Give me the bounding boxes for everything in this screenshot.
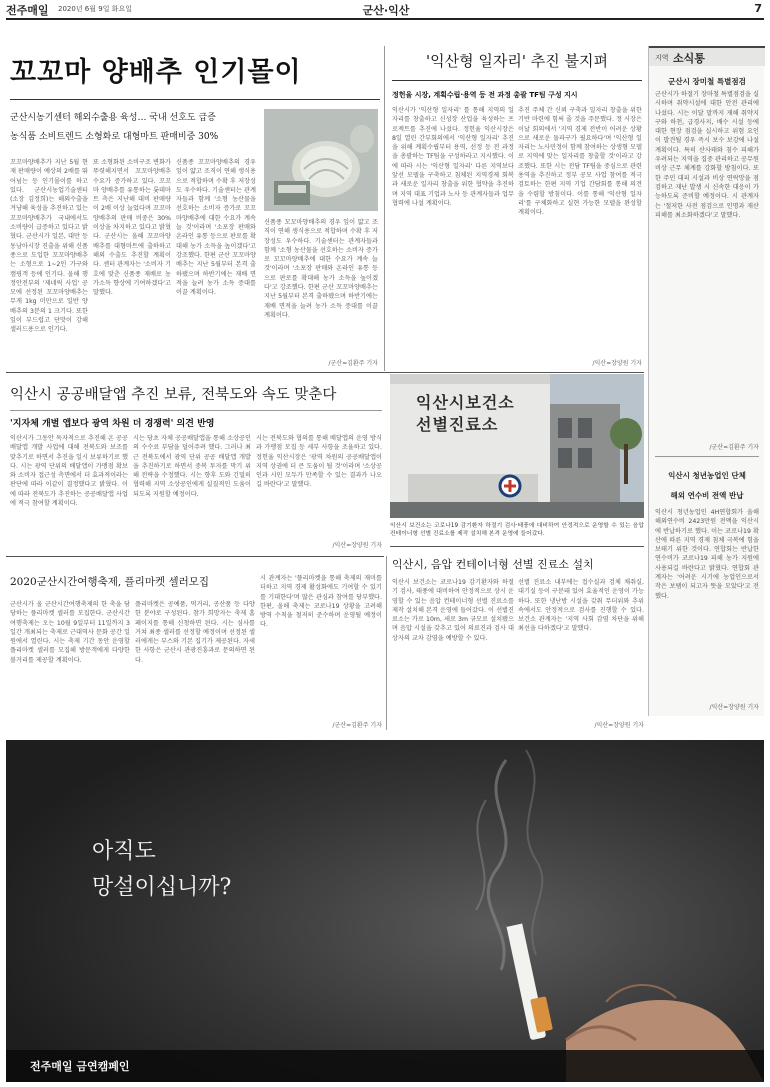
jobs-headline: '익산형 일자리' 추진 불지펴: [426, 52, 608, 70]
masthead: [6, 0, 764, 20]
festival-headline: 2020군산시간여행축제, 플리마켓 셀러모집: [10, 576, 210, 588]
cabbage-headline: 꼬꼬마 양배추 인기몰이: [10, 57, 302, 88]
cabbage-body-col3: 신품종 꼬꼬마양배추의 경우 잎이 얇고 조직이 연해 생식용으로 적합하며 수확 후 저장성도 우수하다. 기술센터는 관계자들과 함께 '소형 농산물을 선호하는 소비자 증가로 꼬꼬마양배추에 대한 수요가 계속 늘 것'이라며 '소포장 판매와 온라인 유통 등으로 판로를 확대해 농가 소득을 높이겠다'고 강조했다. 한편 군산 꼬꼬마양배추는 지난 5월부터 본격 출하됐으며 하반기에는 재배 면적을 늘려 농가 소득 증대를 이끌 계획이다.: [176, 159, 256, 297]
ad-line-2: 망설이십니까?: [92, 875, 232, 900]
sidebar-item2-subtitle: 해외 연수비 전액 반납: [670, 491, 744, 500]
sidebar: [648, 46, 764, 716]
sidebar-title: 소식통: [673, 52, 705, 65]
ad-line-1: 아직도: [92, 839, 156, 864]
cabbage-body-col1: 꼬꼬마양배추가 지난 5월 현재 판매량이 예상의 2배를 뛰어넘는 등 인기몰이를 하고 있다. 군산시농업기술센터(소장 김정희)는 해외수출을 겨냥해 육성을 추진하고 있는 꼬꼬마양배추가 국내에서도 소비량이 급증하고 있다고 밝혔다. 군산시가 일본, 대만 등 동남아시장 진출을 위해 신품종으로 도입한 꼬꼬마양배추는 소형으로 1~2인 가구와 캠핑객 등에 인기다. 올해 행정안전부의 '제네릭 사업' 공모에 선정된 꼬꼬마양배추는 무게 1kg 미만으로 일반 양배추의 3분의 1 크기다. 또한 잎이 부드럽고 단맛이 강해 샐러드용으로 인기다.: [10, 159, 88, 334]
container-body-col2: 선별 진료소 내부에는 접수실과 검체 채취실, 대기실 등이 구분돼 있어 효율적인 운영이 가능하다. 또한 냉난방 시설을 갖춰 무더위와 추위 속에서도 안정적으로 검사를 진행할 수 있다. 보건소 관계자는 '지역 사회 감염 차단을 위해 최선을 다하겠다'고 말했다.: [518, 579, 644, 633]
container-byline: /익산=장양원 기자: [594, 722, 644, 729]
page-number: 7: [754, 2, 762, 15]
sidebar-item2-byline: /익산=장양원 기자: [709, 704, 759, 711]
delivery-body-col3: 시는 전북도와 협의를 통해 배달앱의 운영 방식과 가맹점 모집 등 세부 사항을 조율하고 있다. 정헌율 익산시장은 '광역 차원의 공공배달앱이 지역 상권에 더 큰 도움이 될 것'이라며 '소상공인과 시민 모두가 만족할 수 있는 결과가 나오길 바란다'고 말했다.: [256, 435, 382, 489]
no-smoking-ad: [6, 740, 764, 1082]
container-headline: 익산시, 음압 컨테이너형 선별 진료소 설치: [392, 558, 594, 571]
cabbage-byline: /군산=김환주 기자: [328, 360, 378, 367]
festival-body-col1: 군산시가 올 군산시간여행축제의 한 축을 담당하는 플리마켓 셀러를 모집한다. 군산시간여행축제는 오는 10월 9일부터 11일까지 3일간 개최되는 축제로 근대역사 문화 공간 일원에서 열린다. 시는 축제 기간 동안 운영할 플리마켓 셀러를 모집해 방문객에게 다양한 볼거리를 제공할 계획이다.: [10, 601, 130, 664]
cabbage-body-col2: 또 소형화된 소비구조 변화가 뚜렷해지면서 꼬꼬마양배추 수요가 증가하고 있다. 꼬꼬마 양배추를 유통하는 롯데마트 측은 지난해 대비 판매량이 2배 이상 늘었다며 꼬꼬마 양배추의 판매 비중은 30% 이상을 차지하고 있다고 밝혔다. 군산시는 올해 꼬꼬마양배추를 대형마트에 출하하고 해외 수출도 추진할 계획이다. 센터 관계자는 '소비자 기호에 맞춘 신품종 재배로 농가소득 향상에 기여하겠다'고 말했다.: [93, 159, 171, 297]
ad-footer-bar: [6, 1050, 764, 1082]
sidebar-header: [649, 46, 765, 66]
section-name: 군산·익산: [362, 4, 410, 17]
jobs-subhead: 정헌율 시장, 계획수립·용역 등 전 과정 총괄 TF팀 구성 지시: [392, 91, 578, 99]
sidebar-item1-body: 군산시가 하절기 장마철 특별점검을 실시하며 취약시설에 대한 안전 관리에 나섰다. 시는 이달 말까지 재해 취약지구와 하천, 급경사지, 배수 시설 등에 대한 현장 점검을 실시하고 위험 요인이 발견될 경우 즉시 보수 보강에 나설 계획이다. 특히 산사태와 침수 피해가 우려되는 지역을 집중 관리하고 공무원 비상 근무 체계를 강화할 방침이다. 또한 주민 대피 시설과 비상 연락망을 점검하고 재난 발생 시 신속한 대응이 가능하도록 준비할 예정이다. 시 관계자는 '철저한 사전 점검으로 인명과 재산 피해를 최소화하겠다'고 말했다.: [655, 91, 759, 219]
jobs-body-col1: 익산시가 '익산형 일자리' 를 통해 지역의 일자리를 창출하고 신성장 산업을 육성하는 프로젝트를 추진에 나섰다. 정헌율 익산시장은 8일 열린 간부회의에서 '익산형 일자리' 추진을 위해 계획수립부터 용역, 선정 등 전 과정을 총괄하는 TF팀을 구성하라고 지시했다. 이에 따라 시는 '익산형 일자리' 다른 지역보다 앞선 모델을 구축하고 침체된 지역경제 회복과 새로운 일자리 창출을 위한 협약을 추진하며 지역 대표 기업과 노사 등 관계자들과 업무 협력에 나설 계획이다.: [392, 107, 514, 207]
cabbage-subhead-1: 군산시농기센터 해외수출용 육성… 국내 선호도 급증: [10, 113, 216, 123]
delivery-subhead: '지자체 개별 앱보다 광역 차원 더 경쟁력' 의견 반영: [10, 419, 215, 429]
clinic-sign-text: 익산시보건소 선별진료소: [416, 393, 515, 434]
festival-body-col2: 플리마켓은 공예품, 먹거리, 공산품 등 다양한 분야로 구성된다. 참가 희망자는 축제 홈페이지를 통해 신청하면 된다. 시는 심사를 거쳐 최종 셀러를 선정할 예정이며 선정된 셀러에게는 부스와 기본 집기가 제공된다. 자세한 사항은 군산시 관광진흥과로 문의하면 된다.: [135, 601, 255, 664]
clinic-photo-caption: 익산시 보건소는 코로나19 감기환자 하절기 검사·태풍에 대비하여 안정적으로 운영할 수 있는 음압 컨테이너형 선별 진료소를 제작 설치해 본격 운영에 들어갔다.: [390, 523, 644, 537]
delivery-body-col1: 익산시가 그동안 독자적으로 추진해 온 공공배달앱 개발 사업에 대해 전북도와 보조를 맞추기로 하면서 추진을 일시 보류하기로 했다. 시는 광역 단위의 배달앱이 가맹점 확보와 소비자 접근성 측면에서 더 효과적이라는 판단에 따라 이같이 결정했다고 밝혔다. 이에 따라 전북도가 추진하는 공공배달앱 사업에 적극 참여할 계획이다.: [10, 435, 128, 508]
delivery-byline: /익산=장양원 기자: [332, 542, 382, 549]
cabbage-subhead-2: 농식품 소비트렌드 소형화로 대형마트 판매비중 30%: [10, 132, 219, 142]
jobs-byline: /익산=장양원 기자: [592, 360, 642, 367]
container-body-col1: 익산시 보건소는 코로나19 감기환자와 하절기 검사, 태풍에 대비하여 안정적으로 상시 운영할 수 있는 음압 컨테이너형 선별 진료소를 제작 설치해 본격 운영에 들어갔다. 이 선별진료소는 가로 10m, 세로 3m 규모로 설치됐으며 음압 시설을 갖추고 있어 의료진과 검사 대상자의 교차 감염을 예방할 수 있다.: [392, 579, 514, 642]
cabbage-body-col4: 신품종 꼬꼬마양배추의 경우 잎이 얇고 조직이 연해 생식용으로 적합하며 수확 후 저장성도 우수하다. 기술센터는 관계자들과 함께 '소형 농산물을 선호하는 소비자 증가로 꼬꼬마양배추에 대한 수요가 계속 늘 것'이라며 '소포장 판매와 온라인 유통 등으로 판로를 확대해 농가 소득을 높이겠다'고 강조했다. 한편 군산 꼬꼬마양배추는 지난 5월부터 본격 출하됐으며 하반기에는 재배 면적을 늘려 농가 소득 증대를 이끌 계획이다.: [264, 219, 378, 319]
clinic-photo: [390, 374, 644, 518]
cabbage-photo: [264, 109, 378, 211]
paper-name: 전주매일: [6, 4, 49, 17]
sidebar-item2-body: 익산시 청년농업인 4H연합회가 올해 해외연수비 2423만원 전액을 익산시에 반납하기로 했다. 이는 코로나19 확산에 따른 지역 경제 침체 극복에 힘을 보태기 위한 것이다. 연합회는 반납한 연수비가 코로나19 피해 농가 지원에 사용되길 바란다고 밝혔다. 연합회 관계자는 '어려운 시기에 농업인으로서 작은 보탬이 되고자 뜻을 모았다'고 전했다.: [655, 509, 759, 600]
sidebar-item1-byline: /군산=김환주 기자: [709, 444, 759, 451]
delivery-headline: 익산시 공공배달앱 추진 보류, 전북도와 속도 맞춘다: [10, 387, 337, 403]
delivery-body-col2: 시는 당초 자체 공공배달앱을 통해 소상공인의 수수료 부담을 덜어주려 했다. 그러나 최근 전북도에서 광역 단위 공공 배달앱 개발을 추진하기로 하면서 중복 투자를 막기 위해 전략을 수정했다. 시는 향후 도와 긴밀히 협력해 지역 소상공인에게 실질적인 도움이 되도록 지원할 예정이다.: [133, 435, 251, 498]
festival-body-col3: 시 관계자는 '플리마켓을 통해 축제의 재미를 더하고 지역 경제 활성화에도 기여할 수 있기를 기대한다'며 많은 관심과 참여를 당부했다. 한편, 올해 축제는 코로나19 상황을 고려해 방역 수칙을 철저히 준수하며 운영될 예정이다.: [260, 575, 382, 629]
sidebar-item1-title: 군산시 장미철 특별점검: [668, 77, 746, 86]
jobs-body-col2: 추진 주체 간 신뢰 구축과 일자리 창출을 위한 기반 마련에 힘써 줄 것을 주문했다. 정 시장은 이날 회의에서 '지역 경제 전반이 어려운 상황으로 새로운 돌파구가 필요하다'며 '익산형 일자리는 노사민정이 함께 참여하는 상생형 모델로 지역에 맞는 일자리를 창출할 것'이라고 강조했다. 또한 시는 전담 TF팀을 중심으로 관련 용역을 추진하고 정부 공모 사업 참여를 적극 검토하는 한편 지역 기업 간담회를 통해 의견을 수렴할 방침이다. 이를 통해 '익산형 일자리'를 구체화하고 실현 가능한 모델을 완성할 계획이다.: [518, 107, 642, 217]
sidebar-item2-title: 익산시 청년농업인 단체: [668, 471, 746, 480]
festival-byline: /군산=김환주 기자: [332, 722, 382, 729]
sidebar-tag: 지역: [655, 54, 669, 62]
ad-footer-text: 전주매일 금연캠페인: [30, 1060, 130, 1073]
issue-date: 2020년 6월 9일 화요일: [58, 5, 132, 13]
